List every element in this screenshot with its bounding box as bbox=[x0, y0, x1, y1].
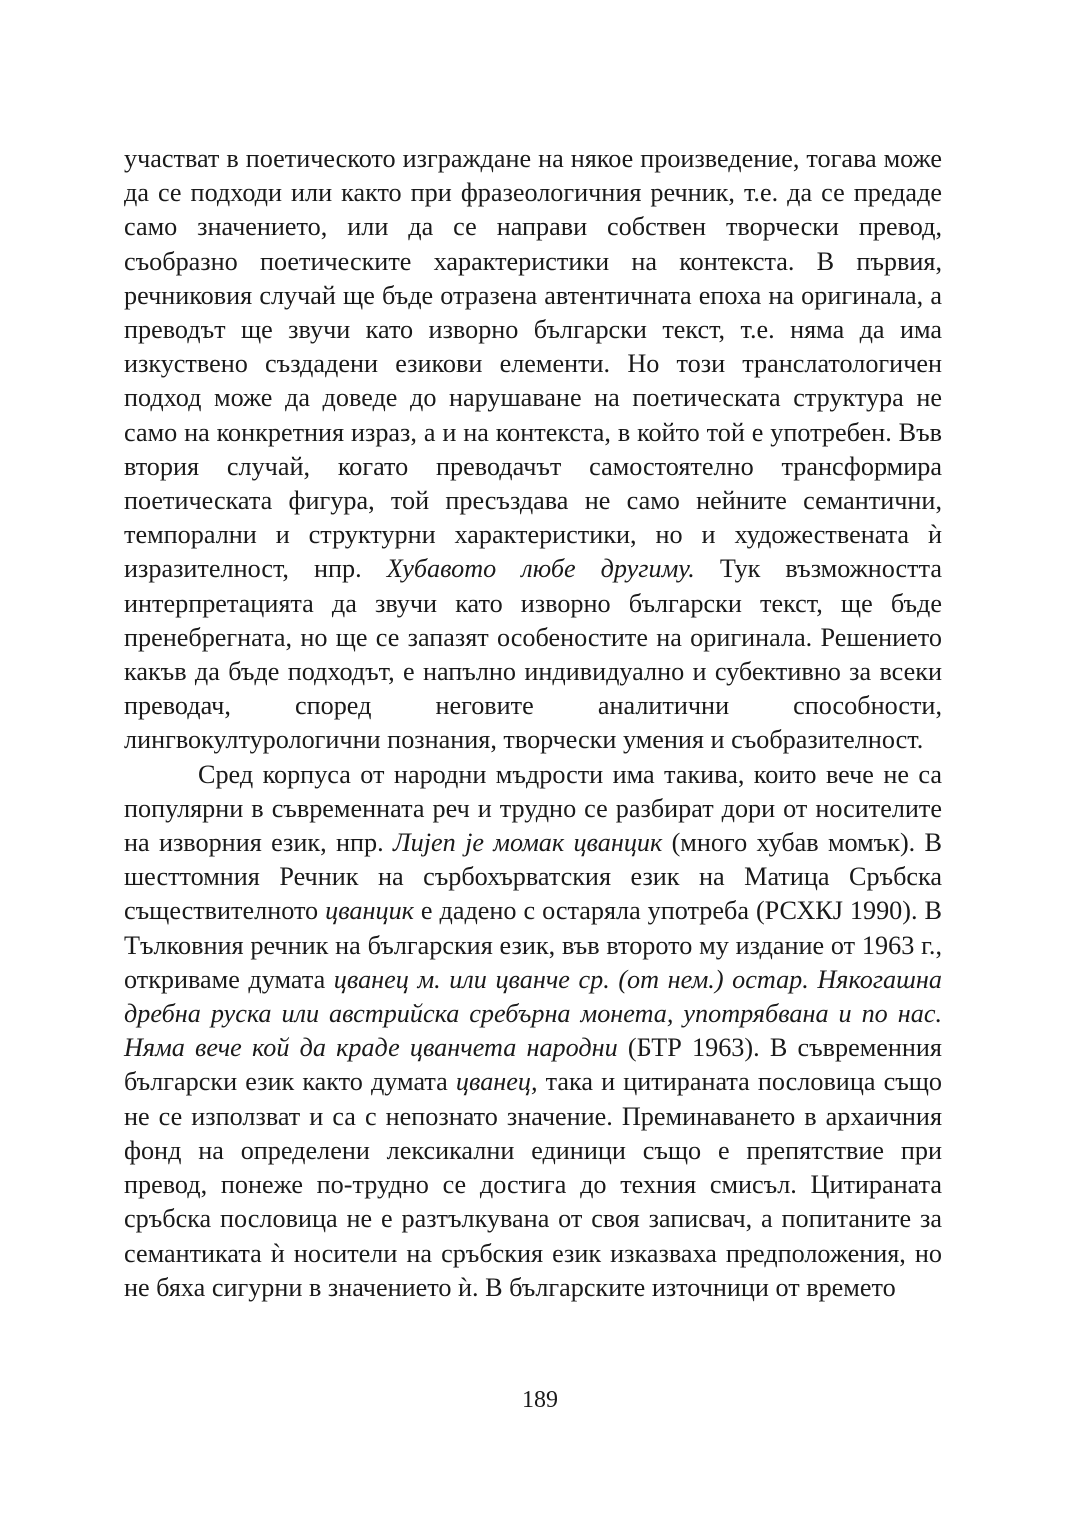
paragraph-2-text-5: така и цитираната пословица също не се използват и са с непознато значение. Преминаването в архаичния фонд на определени лексикални единици също е препятствие при превод, понеже по-трудно се достига до техния смисъл. Цитираната сръбска пословица не е разтълкувана от своя записвач, а попитаните за семантиката ѝ носители на сръбския език изказваха предположения, но не бяха сигурни в значението ѝ. В българските източници от времето bbox=[124, 1067, 942, 1302]
paragraph-2-text-1: Сред корпуса от народни мъдрости има такива, които вече не са популярни в съвременната реч и трудно се разбират дори от носителите на изворния език, нпр. bbox=[124, 759, 942, 858]
body-text bbox=[124, 142, 942, 1305]
paragraph-1-text-1: участват в поетическото изграждане на някое произведение, тогава може да се подходи или както при фразеологичния речник, т.е. да се предаде само значението, или да се направи собствен творчески превод, съобразно поетическите характеристики на контекста. В първия, речниковия случай ще бъде отразена автентичната епоха на оригинала, а преводът ще звучи като изворно български текст, т.е. няма да има изкуствено създадени езикови елементи. Но този транслатологичен подход може да доведе до нарушаване на поетическата структура не само на конкретния израз, а и на контекста, в който той е употребен. Във втория случай, когато преводачът самостоятелно трансформира поетическата фигура, той пресъздава не само нейните семантични, темпорални и структурни характеристики, но и художествената ѝ изразителност, нпр. bbox=[124, 144, 942, 584]
paragraph-2-italic-4: цванец, bbox=[455, 1067, 538, 1097]
page-number: 189 bbox=[522, 1387, 558, 1413]
paragraph-2-text-2: (много хубав момък). В шесттомния Речник на сърбохърватския език на Матица Сръбска съществителното bbox=[124, 828, 942, 926]
paragraph-2-text-3: е дадено с остаряла употреба (РСХКЈ 1990). В Тълковния речник на българския език, във второто му издание от 1963 г., откриваме думата bbox=[124, 896, 942, 994]
paragraph-2-italic-3: цванец м. или цванче ср. (от нем.) остар. Някогашна дребна руска или австрийска сребърна монета, употрябвана и по нас. Няма вече кой да краде цванчета народни bbox=[124, 964, 942, 1063]
paragraph-2-italic-1: Лијеп је момак цванцик bbox=[392, 828, 663, 858]
paragraph-2 bbox=[124, 758, 942, 1305]
paragraph-1-text-2: Тук възможността интерпретацията да звучи като изворно български текст, ще бъде пренебрегната, но ще се запазят особеностите на оригинала. Решението какъв да бъде подходът, е напълно индивидуално и субективно за всеки преводач, според неговите аналитични способности, лингвокултурологични познания, творчески умения и съобразителност. bbox=[124, 554, 942, 755]
paragraph-2-text-4: (БТР 1963). В съвременния български език както думата bbox=[124, 1033, 942, 1097]
paragraph-2-italic-2: цванцик bbox=[325, 896, 414, 926]
paragraph-1 bbox=[124, 142, 942, 758]
paragraph-1-italic-1: Хубавото любе другиму. bbox=[386, 554, 695, 584]
